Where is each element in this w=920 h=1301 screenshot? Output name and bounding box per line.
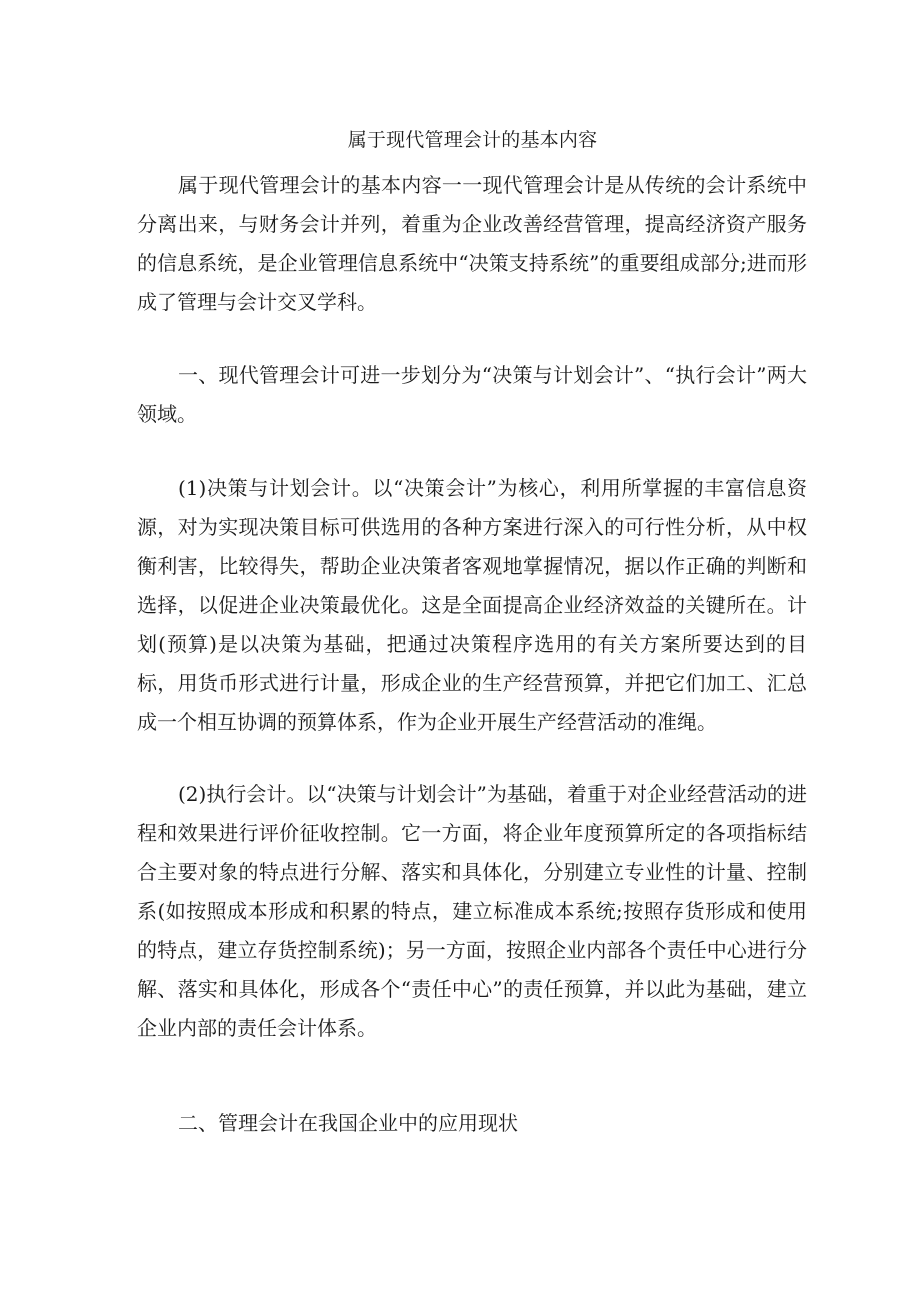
section-one-item-1: (1)决策与计划会计。以“决策会计”为核心，利用所掌握的丰富信息资源，对为实现决策目标可供选用的各种方案进行深入的可行性分析，从中权衡利害，比较得失，帮助企业决策者客观地掌握情况，据以作正确的判断和选择，以促进企业决策最优化。这是全面提高企业经济效益的关键所在。计划(预算)是以决策为基础，把通过决策程序选用的有关方案所要达到的目标，用货币形式进行计量，形成企业的生产经营预算，并把它们加工、汇总成一个相互协调的预算体系，作为企业开展生产经营活动的准绳。 [137,476,807,734]
intro-paragraph: 属于现代管理会计的基本内容一一现代管理会计是从传统的会计系统中分离出来，与财务会计并列，着重为企业改善经营管理，提高经济资产服务的信息系统，是企业管理信息系统中“决策支持系统”的重要组成部分;进而形成了管理与会计交叉学科。 [137,173,807,314]
section-two-heading: 二、管理会计在我国企业中的应用现状 [178,1111,518,1135]
section-one-item-2: (2)执行会计。以“决策与计划会计”为基础，着重于对企业经营活动的进程和效果进行评价征收控制。它一方面，将企业年度预算所定的各项指标结合主要对象的特点进行分解、落实和具体化，分别建立专业性的计量、控制系(如按照成本形成和积累的特点，建立标准成本系统;按照存货形成和使用的特点，建立存货控制系统)；另一方面，按照企业内部各个责任中心进行分解、落实和具体化，形成各个“责任中心”的责任预算，并以此为基础，建立企业内部的责任会计体系。 [137,782,807,1040]
section-one-heading: 一、现代管理会计可进一步划分为“决策与计划会计”、“执行会计”两大领域。 [137,363,807,426]
document-title: 属于现代管理会计的基本内容 [347,129,598,151]
